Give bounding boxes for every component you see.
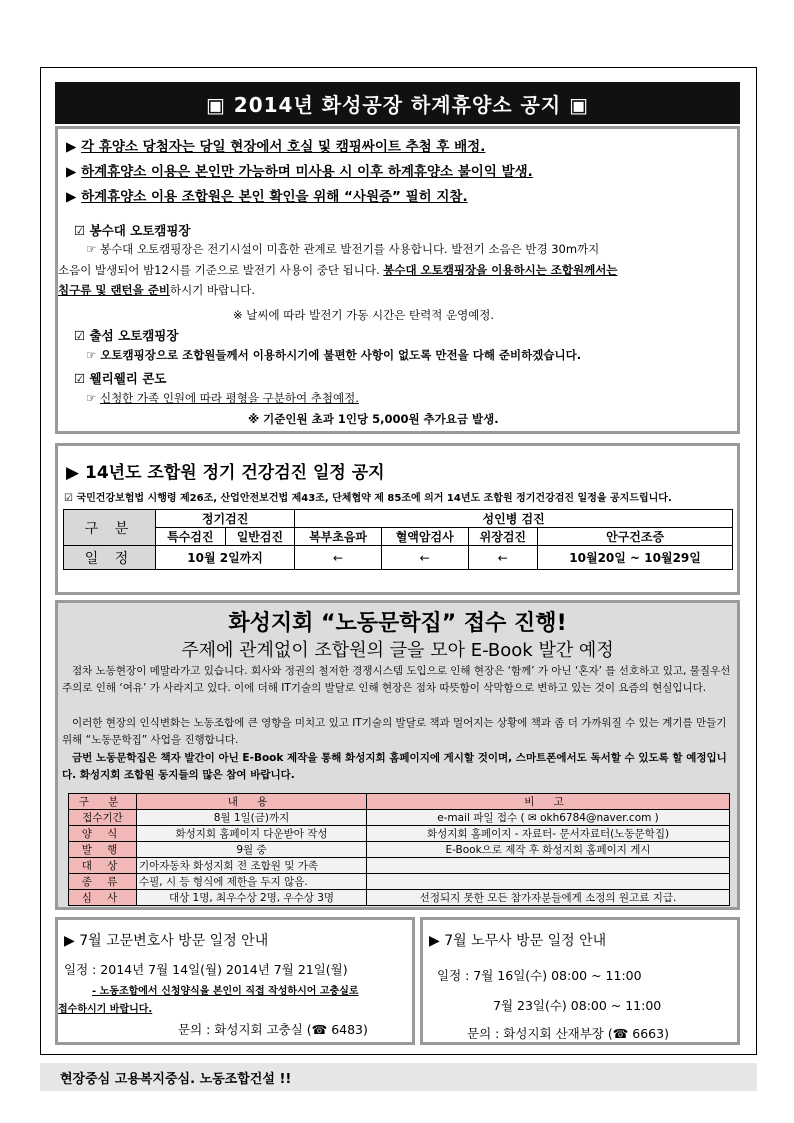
- header-remark: 비 고: [367, 794, 730, 810]
- labor-contact: 문의 : 화성지회 산재부장 (☎ 6663): [467, 1026, 669, 1041]
- health-schedule-table: [63, 509, 733, 570]
- row-label-category: 구 분: [64, 510, 156, 546]
- lawyer-visit-box: [55, 917, 415, 1045]
- table-row: 발 행 9월 중 E-Book으로 제작 후 화성지회 홈페이지 게시: [69, 842, 730, 858]
- sched-arrow: ←: [468, 546, 538, 570]
- sched-dry-eye: 10월20일 ~ 10월29일: [538, 546, 733, 570]
- chulseom-title: ☑ 출섬 오토캠핑장: [74, 328, 179, 343]
- wellywelly-line: ☞ 신청한 가족 인원에 따라 평형을 구분하여 추첨예정.: [86, 391, 359, 405]
- notice-2: ▶ 하계휴양소 이용은 본인만 가능하며 미사용 시 이후 하계휴양소 불이익 발생.: [66, 164, 533, 180]
- health-desc: ☑ 국민건강보험법 시행령 제26조, 산업안전보건법 제43조, 단체협약 제 85조에 의거 14년도 조합원 정기건강검진 일정을 공지드립니다.: [64, 493, 672, 504]
- lawyer-title: ▶ 7월 고문변호사 방문 일정 안내: [64, 933, 269, 949]
- bongsudae-note: ※ 날씨에 따라 발전기 가동 시간은 탄력적 운영예정.: [233, 308, 495, 322]
- group-regular: 정기검진: [156, 510, 295, 528]
- lawyer-note-a: - 노동조합에서 신청양식을 본인이 직접 작성하시어 고충실로: [92, 986, 359, 997]
- col-general: 일반검진: [225, 528, 295, 546]
- lawyer-contact: 문의 : 화성지회 고충실 (☎ 6483): [178, 1022, 368, 1037]
- notice-1: ▶ 각 휴양소 당첨자는 당일 현장에서 호실 및 캠핑싸이트 추첨 후 배정.: [66, 139, 486, 155]
- table-row: 접수기간 8월 1일(금)까지 e-mail 파일 접수 ( ✉ okh6784@naver.com ): [69, 810, 730, 826]
- sched-regular: 10월 2일까지: [156, 546, 295, 570]
- header-category: 구 분: [69, 794, 137, 810]
- notice-3: ▶ 하계휴양소 이용 조합원은 본인 확인을 위해 “사원증” 필히 지참.: [66, 189, 468, 205]
- col-stomach: 위장검진: [468, 528, 538, 546]
- sched-arrow: ←: [295, 546, 382, 570]
- page-title: ▣ 2014년 화성공장 하계휴양소 공지 ▣: [55, 82, 740, 124]
- labor-date1: 일정 : 7월 16일(수) 08:00 ~ 11:00: [437, 968, 642, 983]
- col-dry-eye: 안구건조증: [538, 528, 733, 546]
- health-title: ▶ 14년도 조합원 정기 건강검진 일정 공지: [66, 463, 385, 483]
- bongsudae-line3: 침구류 및 랜턴을 준비하시기 바랍니다.: [58, 283, 256, 297]
- col-ultrasound: 복부초음파: [295, 528, 382, 546]
- sched-arrow: ←: [381, 546, 468, 570]
- footer-slogan: 현장중심 고용복지중심. 노동조합건설 !!: [40, 1063, 757, 1091]
- contest-table: [68, 793, 730, 906]
- wellywelly-title: ☑ 웰리웰리 콘도: [74, 371, 167, 386]
- table-row: 심 사 대상 1명, 최우수상 2명, 우수상 3명 선정되지 못한 모든 참가자분들에게 소정의 원고료 지급.: [69, 890, 730, 906]
- lawyer-dates: 일정 : 2014년 7월 14일(월) 2014년 7월 21일(월): [64, 962, 348, 977]
- literature-p3: 금번 노동문학집은 책자 발간이 아닌 E-Book 제작을 통해 화성지회 홈페이지에 게시할 것이며, 스마트폰에서도 독서할 수 있도록 할 예정입니다. 화성지회 조합원 동지들의 많은 참여 바랍니다.: [62, 752, 727, 781]
- row-label-schedule: 일 정: [64, 546, 156, 570]
- labor-date2: 7월 23일(수) 08:00 ~ 11:00: [493, 998, 662, 1013]
- literature-headline: 화성지회 “노동문학집” 접수 진행!: [228, 611, 567, 636]
- literature-p2: 이러한 현장의 인식변화는 노동조합에 큰 영향을 미치고 있고 IT기술의 발달로 책과 멀어지는 상황에 책과 좀 더 가까워질 수 있는 계기를 만들기 위해 “노동문학집” 사업을 진행합니다.: [62, 717, 727, 746]
- bongsudae-line2: 소음이 발생되어 밤12시를 기준으로 발전기 사용이 중단 됩니다. 봉수대 오토캠핑장을 이용하시는 조합원께서는: [58, 263, 618, 277]
- wellywelly-note: ※ 기준인원 초과 1인당 5,000원 추가요금 발생.: [248, 412, 499, 426]
- col-blood: 혈액암검사: [381, 528, 468, 546]
- labor-attorney-box: [420, 917, 740, 1045]
- header-content: 내 용: [137, 794, 367, 810]
- chulseom-line: ☞ 오토캠핑장으로 조합원들께서 이용하시기에 불편한 사항이 없도록 만전을 다해 준비하겠습니다.: [86, 348, 582, 362]
- labor-title: ▶ 7월 노무사 방문 일정 안내: [429, 933, 607, 949]
- table-row: 대 상 기아자동차 화성지회 전 조합원 및 가족: [69, 858, 730, 874]
- health-check-notice: [55, 443, 740, 595]
- literature-p1: 점차 노동현장이 메말라가고 있습니다. 회사와 정권의 철저한 경쟁시스템 도입으로 인해 현장은 ‘함께’ 가 아닌 ‘혼자’ 를 선호하고 있고, 물질우선주의로 인해 ‘여유’ 가 사라지고 있다. 이에 더해 IT기술의 발달로 인해 현장은 점차 따뜻함이 삭막함으로 변하고 있는 것이 요즘의 현실입니다.: [62, 665, 731, 694]
- col-special: 특수검진: [156, 528, 226, 546]
- table-row: 종 류 수필, 시 등 형식에 제한을 두지 않음.: [69, 874, 730, 890]
- literature-subhead: 주제에 관계없이 조합원의 글을 모아 E-Book 발간 예정: [181, 640, 614, 661]
- group-adult: 성인병 검진: [295, 510, 733, 528]
- literature-notice: [55, 600, 740, 910]
- bongsudae-title: ☑ 봉수대 오토캠핑장: [74, 223, 191, 238]
- bongsudae-line1: ☞ 봉수대 오토캠핑장은 전기시설이 미흡한 관계로 발전기를 사용합니다. 발전기 소음은 반경 30m까지: [86, 242, 600, 256]
- summer-resort-notice: [55, 126, 740, 434]
- lawyer-note-b: 접수하시기 바랍니다.: [58, 1004, 153, 1015]
- table-row: 양 식 화성지회 홈페이지 다운받아 작성 화성지회 홈페이지 - 자료터- 문서자료터(노동문학집): [69, 826, 730, 842]
